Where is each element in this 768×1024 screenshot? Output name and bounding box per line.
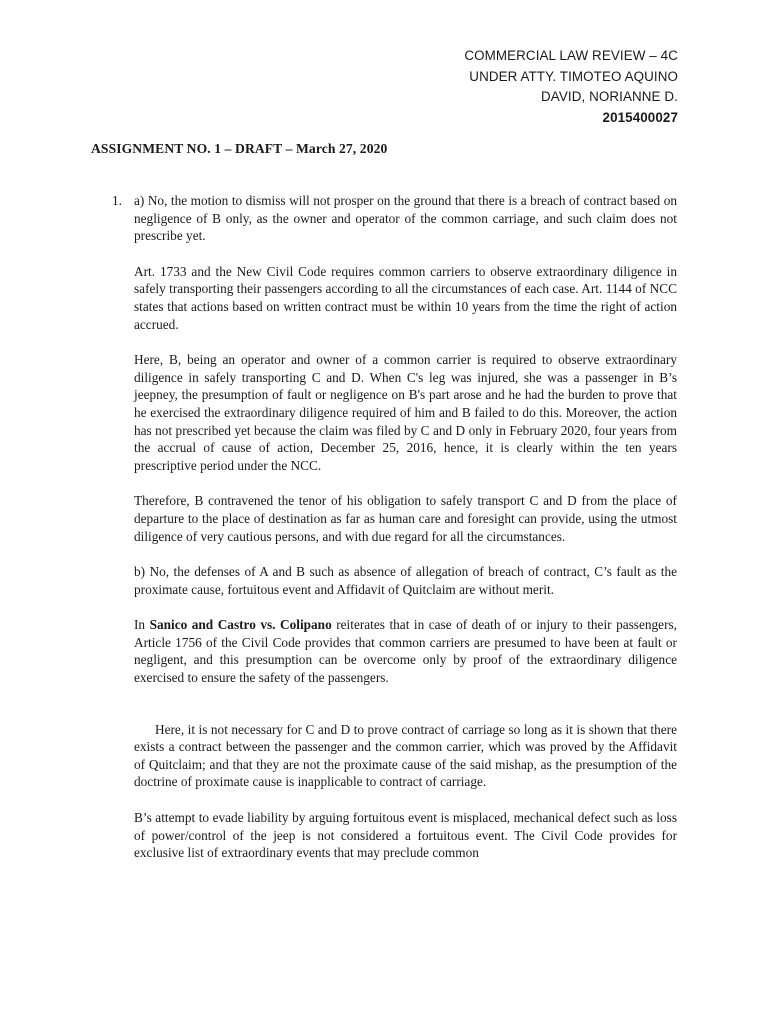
case-citation-text: reiterates that in case of death of or injury to their passengers, Article 1756 of the Civil Code provides that common carriers are presumed to have been at fault or negligent, and this presumption can be overcome only by proof of the extraordinary diligence exercised to ensure the safety of the passengers.	[134, 617, 677, 686]
paragraph-application: Here, B, being an operator and owner of a common carrier is required to observe extraordinary diligence in safely transporting C and D. When C's leg was injured, she was a passenger in B’s jeepney, the presumption of fault or negligence on B's part arose and he had the burden to prove that he exercised the extraordinary diligence required of him and B failed to do this. Moreover, the action has not prescribed yet because the claim was filed by C and D only in February 2020, four years from the accrual of cause of action, December 25, 2016, hence, it is clearly within the ten years prescriptive period under the NCC.	[134, 352, 677, 473]
student-name: DAVID, NORIANNE D.	[541, 89, 678, 104]
paragraph-case-citation	[134, 616, 677, 686]
paragraph-conclusion: Therefore, B contravened the tenor of his obligation to safely transport C and D from the place of departure to the place of destination as far as human care and foresight can provide, using the utmost diligence of very cautious persons, and with due regard for all the circumstances.	[134, 493, 677, 544]
assignment-body	[112, 192, 677, 880]
paragraph-answer-a: a) No, the motion to dismiss will not prosper on the ground that there is a breach of contract based on negligence of B only, as the owner and operator of the common carriage, and such claim does not prescribe yet.	[134, 193, 677, 244]
paragraph-legal-basis: Art. 1733 and the New Civil Code requires common carriers to observe extraordinary diligence in safely transporting their passengers according to all the circumstances of each case. Art. 1144 of NCC states that actions based on written contract must be within 10 years from the time the right of action accrued.	[134, 263, 677, 332]
student-id: 2015400027	[602, 109, 678, 125]
assignment-title: ASSIGNMENT NO. 1 – DRAFT – March 27, 2020	[91, 141, 388, 156]
case-name: Sanico and Castro vs. Colipano	[149, 617, 332, 633]
paragraph-fortuitous-event: B’s attempt to evade liability by arguing fortuitous event is misplaced, mechanical defect such as loss of power/control of the jeep is not considered a fortuitous event. The Civil Code provides for exclusive list of extraordinary events that may preclude common	[134, 810, 677, 861]
paragraph-answer-b: b) No, the defenses of A and B such as absence of allegation of breach of contract, C’s fault as the proximate cause, fortuitous event and Affidavit of Quitclaim are without merit.	[134, 564, 677, 597]
instructor-name: UNDER ATTY. TIMOTEO AQUINO	[469, 68, 678, 84]
paragraph-contract-of-carriage: Here, it is not necessary for C and D to prove contract of carriage so long as it is shown that there exists a contract between the passenger and the common carrier, which was proved by the Affidavit of Quitclaim; and that they are not the proximate cause of the said mishap, as the presumption of the doctrine of proximate cause is inapplicable to contract of carriage.	[134, 721, 677, 790]
item-number: 1.	[112, 193, 122, 208]
case-citation-prefix: In	[134, 617, 150, 633]
course-name: COMMERCIAL LAW REVIEW – 4C	[464, 48, 678, 63]
document-header	[464, 46, 678, 128]
